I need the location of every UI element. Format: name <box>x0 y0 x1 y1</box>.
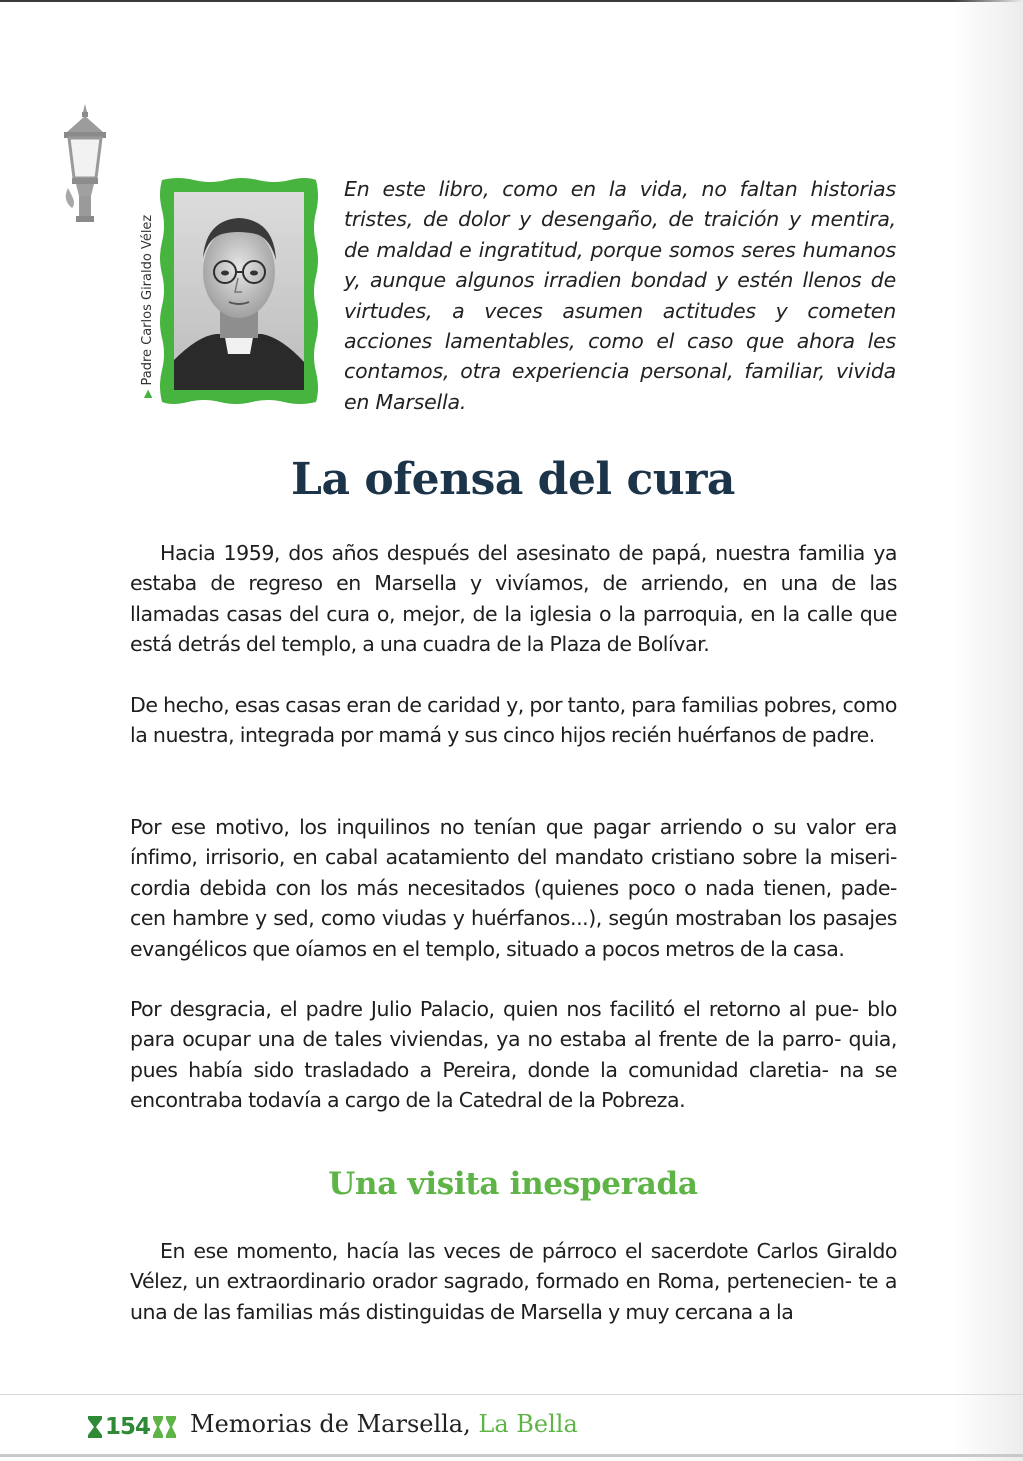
hourglass-icon <box>153 1416 177 1438</box>
page-number <box>88 1409 177 1445</box>
intro-paragraph: En este libro, como en la vida, no faltan historias tristes, de dolor y desengaño, de traición y mentira, de maldad e ingratitud, porque somos seres humanos y, aunque algunos irradien bondad y estén llenos de virtudes, a veces asumen actitudes y cometen acciones lamentables, como el caso que ahora les contamos, otra experiencia personal, familiar, vivida en Marsella. <box>344 177 896 414</box>
body-paragraph: Por ese motivo, los inquilinos no tenían que pagar arriendo o su valor era ínfimo, irrisorio, en cabal acatamiento del mandato cristiano sobre la miseri- cordia debida con los más necesitados (quienes poco o nada tienen, pade- cen hambre y sed, como viudas y huérfanos...), según mostraban los pasajes evangélicos que oíamos en el templo, situado a pocos metros de la casa. <box>130 815 897 961</box>
street-lamp-icon <box>58 104 112 222</box>
page-edge-shadow <box>953 0 1023 1461</box>
body-paragraph: De hecho, esas casas eran de caridad y, por tanto, para familias pobres, como la nuestra, integrada por mamá y sus cinco hijos recién huérfanos de padre. <box>130 693 897 748</box>
priest-portrait <box>158 176 320 406</box>
bottom-rule <box>0 1454 1023 1457</box>
page-number-text: 154 <box>105 1414 151 1440</box>
section-subtitle: Una visita inesperada <box>328 1166 698 1202</box>
caption-triangle-icon: ▶ <box>141 389 154 398</box>
photo-caption <box>126 178 154 406</box>
body-paragraph: Hacia 1959, dos años después del asesinato de papá, nuestra familia ya estaba de regreso en Marsella y vivíamos, de arriendo, en una de las llamadas casas del cura o, mejor, de la iglesia o la parroquia, en la calle que está detrás del templo, a una cuadra de la Plaza de Bolívar. <box>130 541 897 657</box>
chapter-title: La ofensa del cura <box>291 454 735 505</box>
footer-book-title-accent: La Bella <box>478 1410 578 1438</box>
hourglass-icon <box>88 1416 102 1438</box>
footer-book-title-main: Memorias de Marsella, <box>190 1410 471 1438</box>
footer-rule <box>0 1394 1023 1395</box>
body-paragraph: Por desgracia, el padre Julio Palacio, quien nos facilitó el retorno al pue- blo para ocupar una de tales viviendas, ya no estaba al frente de la parro- quia, pues había sido trasladado a Pereira, donde la comunidad claretia- na se encontraba todavía a cargo de la Catedral de la Pobreza. <box>130 997 897 1113</box>
footer-book-title <box>190 1410 578 1438</box>
photo-caption-text: Padre Carlos Giraldo Vélez <box>140 214 155 386</box>
top-rule <box>0 0 1023 2</box>
body-paragraph: En ese momento, hacía las veces de párroco el sacerdote Carlos Giraldo Vélez, un extraordinario orador sagrado, formado en Roma, pertenecien- te a una de las familias más distinguidas de Marsella y muy cercana a la <box>130 1239 897 1324</box>
